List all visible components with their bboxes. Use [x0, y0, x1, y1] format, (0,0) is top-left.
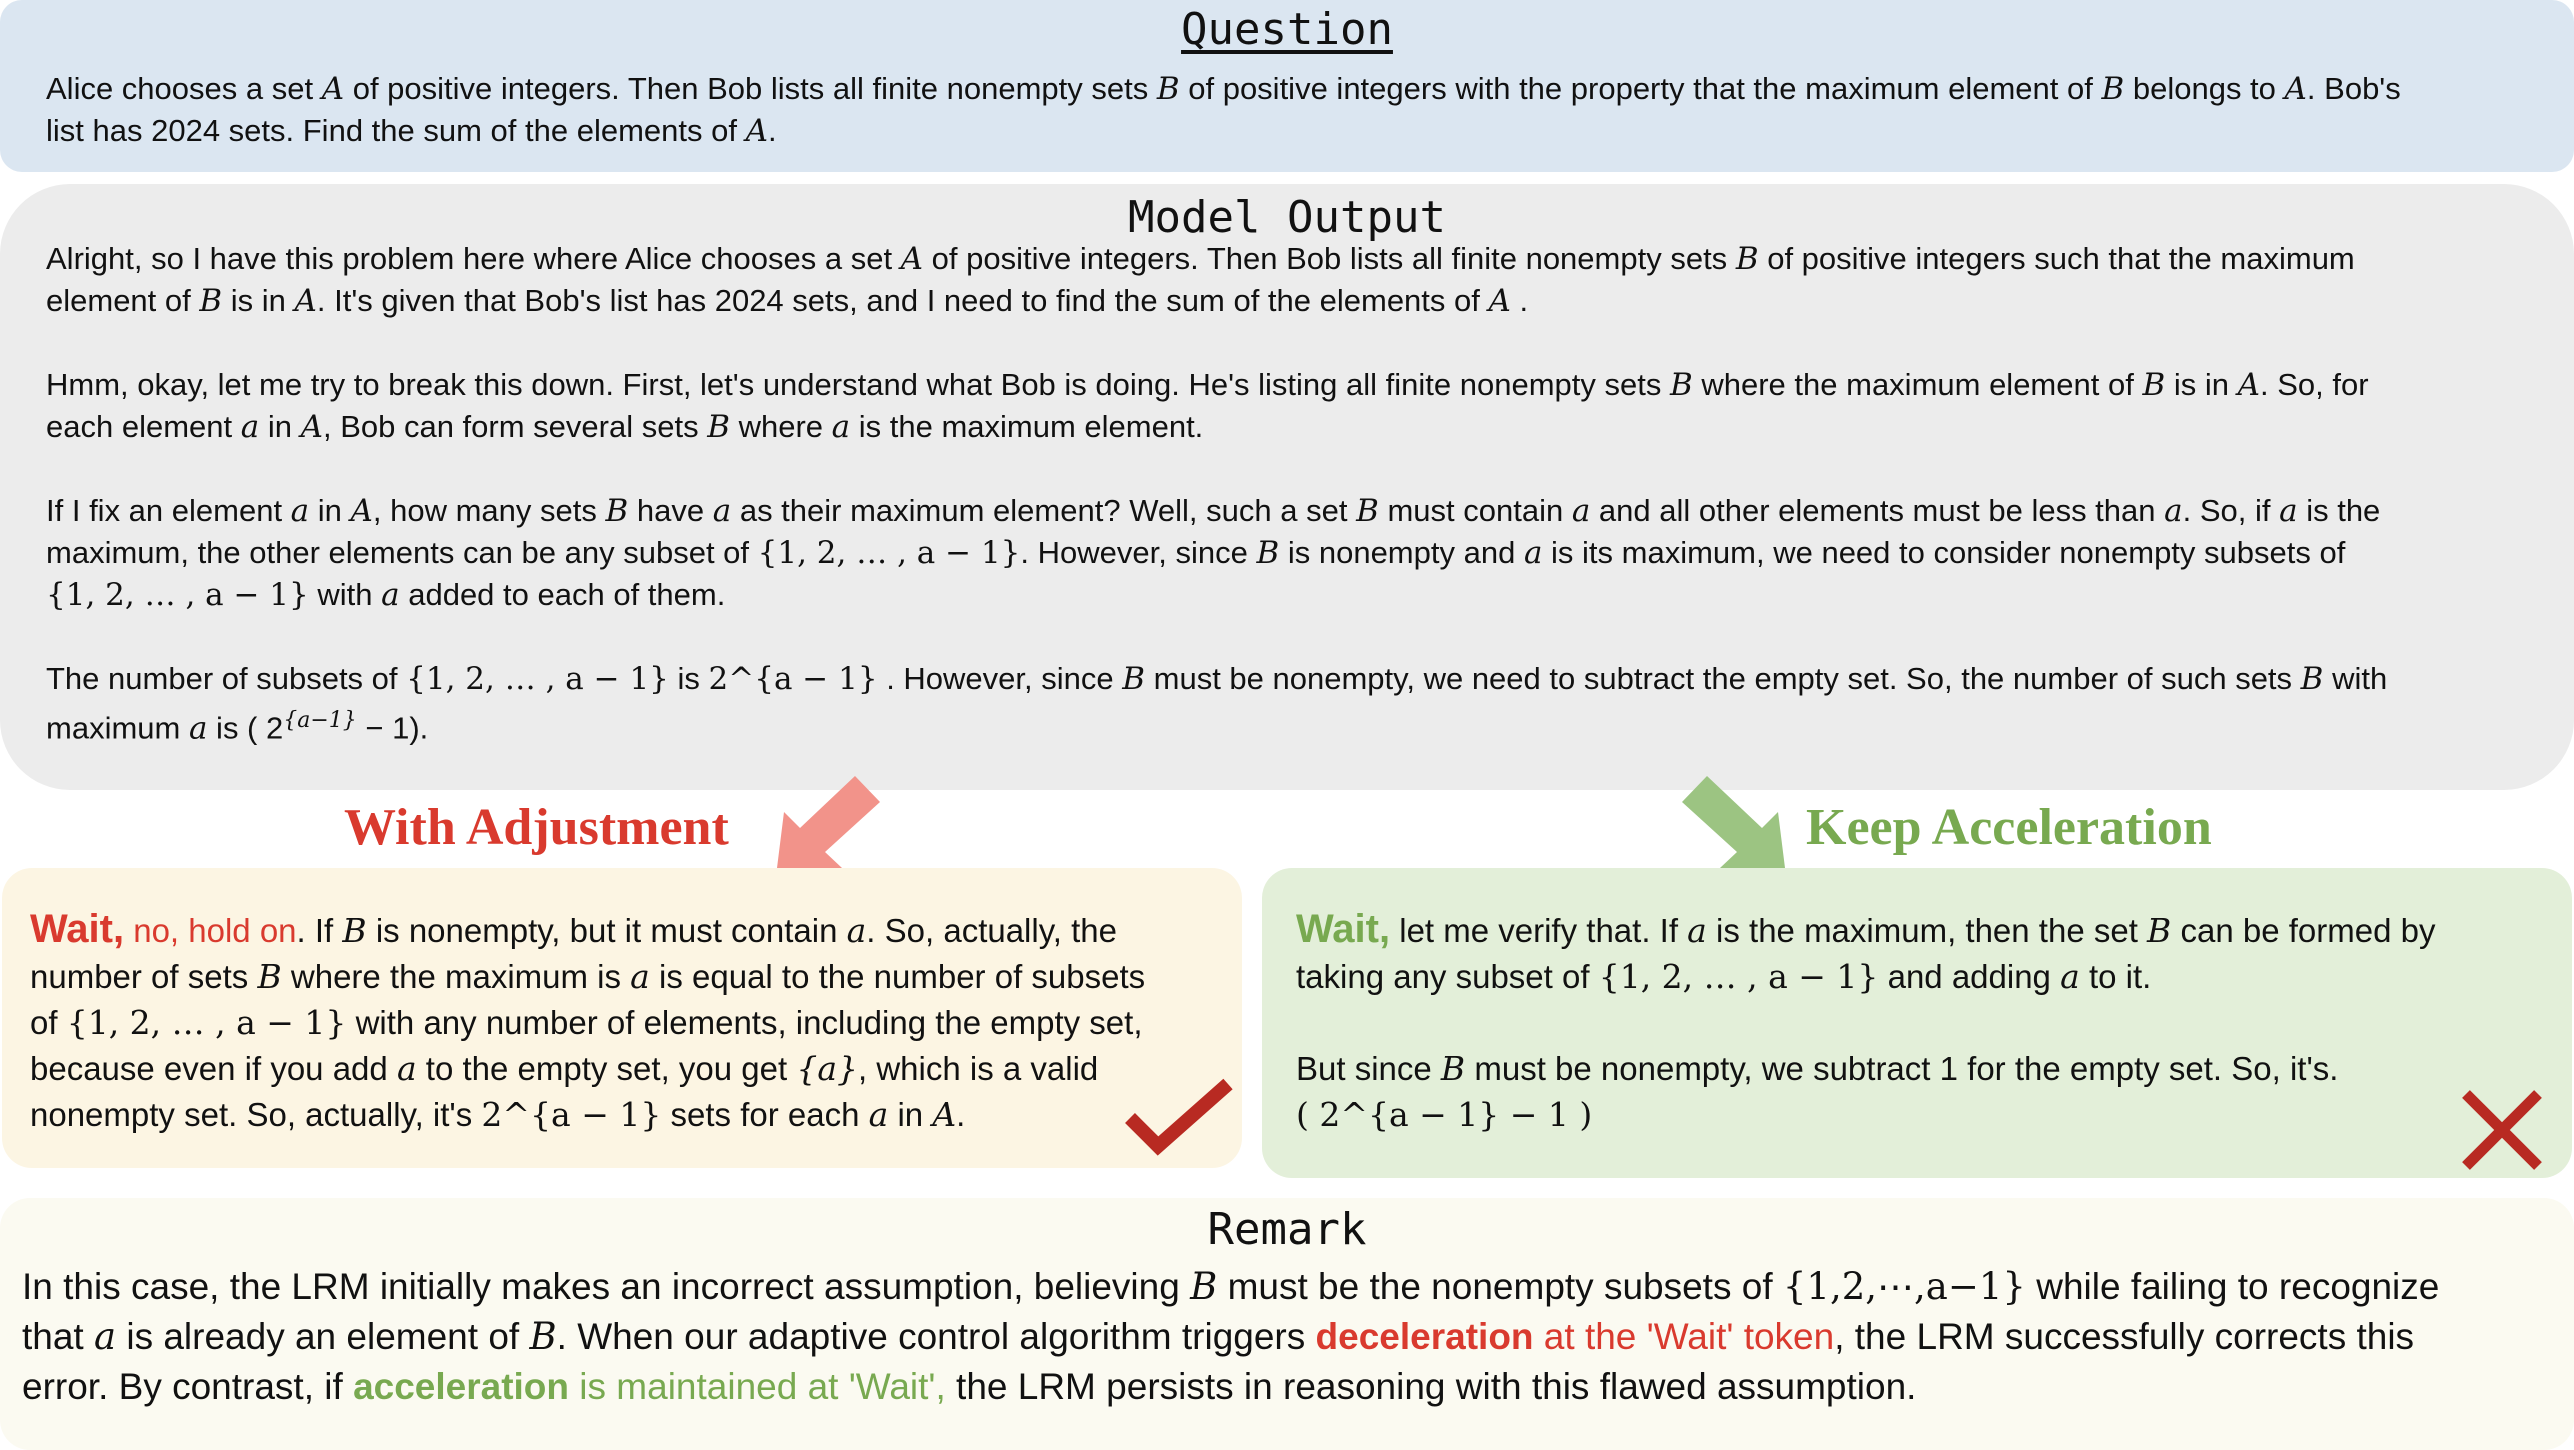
question-panel — [0, 0, 2574, 172]
arrow-down-right-icon — [1672, 772, 1792, 882]
model-output-text: Alright, so I have this problem here where Alice chooses a set A of positive integers. Then Bob lists all finite nonempty sets B of positive integers such that the maximum element of B is in A. It's given that Bob's list has 2024 sets, and I need to find the sum of the elements of A . Hmm, okay, let me try to break this down. First, let's understand what Bob is doing. He's listing all finite nonempty sets B where the maximum element of B is in A. So, for each element a in A, Bob can form several sets B where a is the maximum element. If I fix an element a in A, how many sets B have a as their maximum element? Well, such a set B must contain a and all other elements must be less than a. So, if a is the maximum, the other elements can be any subset of {1, 2, … , a − 1}. However, since B is nonempty and a is its maximum, we need to consider nonempty subsets of {1, 2, … , a − 1} with a added to each of them. The number of subsets of {1, 2, … , a − 1} is 2^{a − 1} . However, since B must be nonempty, we need to subtract the empty set. So, the number of such sets B with maximum a is ( $2^{\{a-1\}} - 1$). — [46, 241, 2388, 747]
question-title: Question — [1181, 4, 1393, 55]
arrow-down-left-icon — [770, 772, 890, 882]
keep-acceleration-label: Keep Acceleration — [1806, 799, 2212, 856]
remark-text: In this case, the LRM initially makes an incorrect assumption, believing B must be the nonempty subsets of {1,2,⋯,a−1} while failing to recognize that a is already an element of B. When our adaptive control algorithm triggers deceleration at the 'Wait' token, the LRM successfully corrects this error. By contrast, if acceleration is maintained at 'Wait', the LRM persists in reasoning with this flawed assumption. — [22, 1265, 2440, 1407]
keep-acceleration-text: Wait, let me verify that. If a is the maximum, then the set B can be formed by taking any subset of {1, 2, … , a − 1} and adding a to it. But since B must be nonempty, we subtract 1 for the empty set. So, it's. ( 2^{a − 1} − 1 ) — [1296, 907, 2436, 1134]
with-adjustment-text: Wait, no, hold on. If B is nonempty, but it must contain a. So, actually, the number of sets B where the maximum is a is equal to the number of subsets of {1, 2, … , a − 1} with any number of elements, including the empty set, because even if you add a to the empty set, you get {a}, which is a valid nonempty set. So, actually, it's 2^{a − 1} sets for each a in A. — [30, 907, 1146, 1134]
with-adjustment-label: With Adjustment — [344, 799, 729, 856]
remark-title: Remark — [1207, 1204, 1367, 1255]
cross-icon — [2460, 1088, 2544, 1172]
wait-token: Wait, — [1296, 907, 1391, 951]
question-text: Alice chooses a set A of positive integers. Then Bob lists all finite nonempty sets B of positive integers with the property that the maximum element of B belongs to A. Bob's list has 2024 sets. Find the sum of the elements of A. — [46, 71, 2401, 149]
checkmark-icon — [1124, 1078, 1234, 1158]
model-output-title: Model Output — [1128, 192, 1446, 243]
wait-token: Wait, — [30, 907, 125, 951]
